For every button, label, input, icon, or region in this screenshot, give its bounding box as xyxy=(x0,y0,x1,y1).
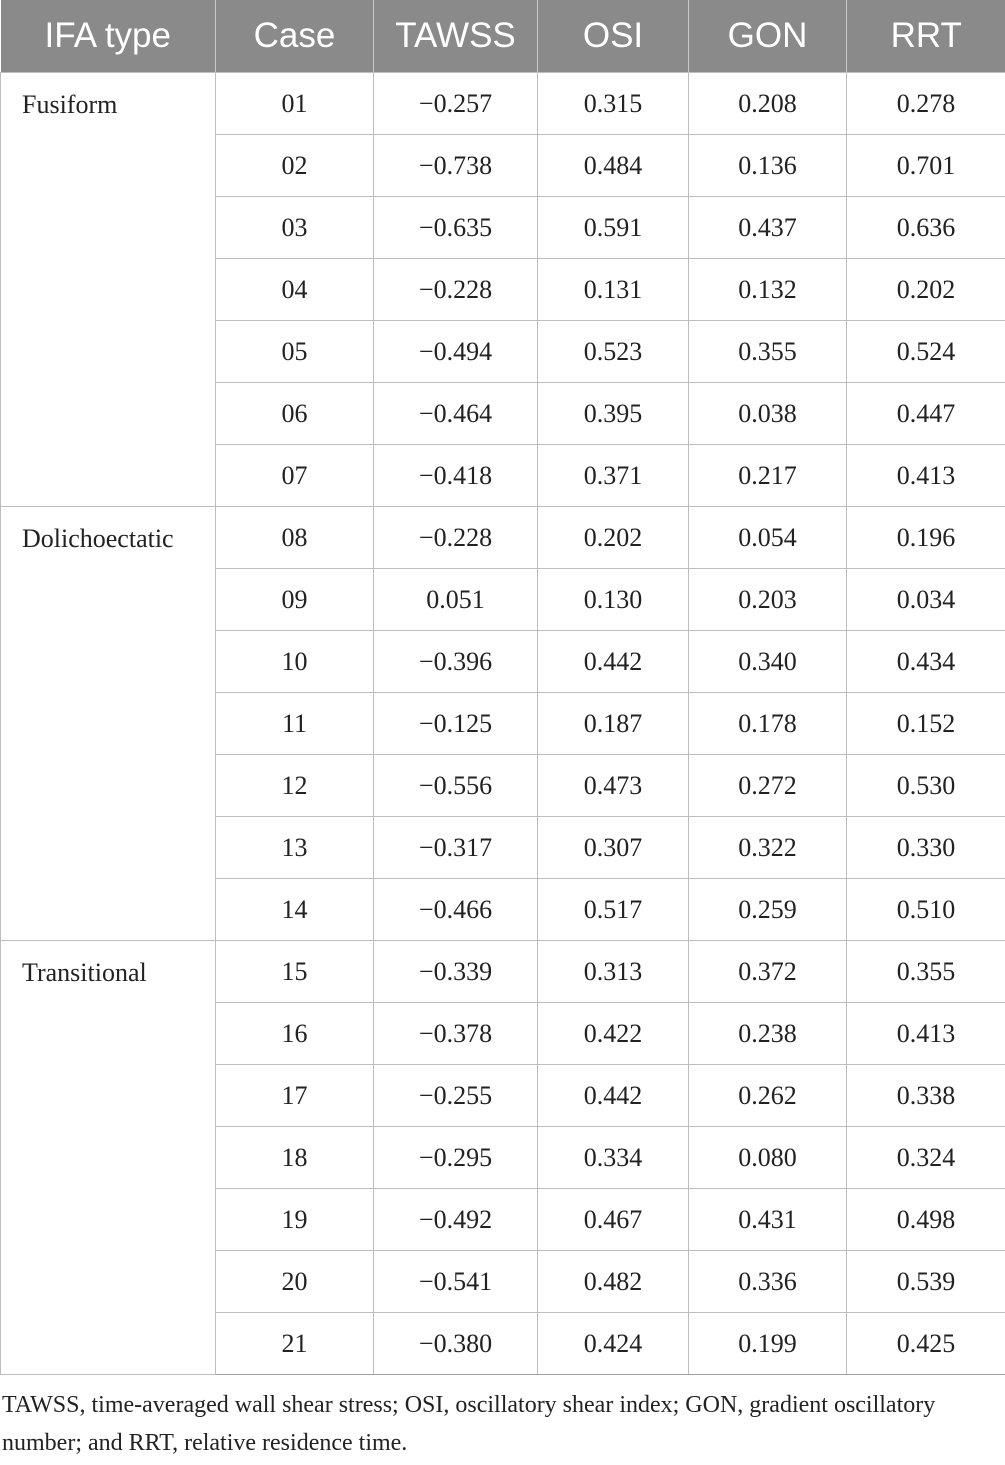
osi-cell: 0.315 xyxy=(538,73,689,135)
gon-cell: 0.259 xyxy=(689,879,847,941)
rrt-cell: 0.636 xyxy=(847,197,1005,259)
gon-cell: 0.431 xyxy=(689,1189,847,1251)
case-cell: 03 xyxy=(216,197,374,259)
header-case: Case xyxy=(216,0,374,73)
tawss-cell: −0.228 xyxy=(374,507,538,569)
gon-cell: 0.340 xyxy=(689,631,847,693)
osi-cell: 0.424 xyxy=(538,1313,689,1375)
osi-cell: 0.422 xyxy=(538,1003,689,1065)
osi-cell: 0.467 xyxy=(538,1189,689,1251)
header-gon: GON xyxy=(689,0,847,73)
header-rrt: RRT xyxy=(847,0,1005,73)
table-row xyxy=(1,507,1005,569)
rrt-cell: 0.425 xyxy=(847,1313,1005,1375)
ifa-type-cell: Dolichoectatic xyxy=(1,507,216,941)
header-tawss: TAWSS xyxy=(374,0,538,73)
gon-cell: 0.132 xyxy=(689,259,847,321)
rrt-cell: 0.152 xyxy=(847,693,1005,755)
table-header xyxy=(1,0,1005,73)
rrt-cell: 0.355 xyxy=(847,941,1005,1003)
case-cell: 08 xyxy=(216,507,374,569)
osi-cell: 0.130 xyxy=(538,569,689,631)
rrt-cell: 0.278 xyxy=(847,73,1005,135)
osi-cell: 0.442 xyxy=(538,631,689,693)
gon-cell: 0.038 xyxy=(689,383,847,445)
rrt-cell: 0.324 xyxy=(847,1127,1005,1189)
osi-cell: 0.334 xyxy=(538,1127,689,1189)
osi-cell: 0.187 xyxy=(538,693,689,755)
tawss-cell: −0.228 xyxy=(374,259,538,321)
table-body xyxy=(1,73,1005,1375)
case-cell: 17 xyxy=(216,1065,374,1127)
tawss-cell: −0.339 xyxy=(374,941,538,1003)
rrt-cell: 0.510 xyxy=(847,879,1005,941)
gon-cell: 0.238 xyxy=(689,1003,847,1065)
rrt-cell: 0.413 xyxy=(847,445,1005,507)
osi-cell: 0.473 xyxy=(538,755,689,817)
case-cell: 10 xyxy=(216,631,374,693)
gon-cell: 0.336 xyxy=(689,1251,847,1313)
osi-cell: 0.313 xyxy=(538,941,689,1003)
rrt-cell: 0.530 xyxy=(847,755,1005,817)
ifa-type-cell: Fusiform xyxy=(1,73,216,507)
tawss-cell: −0.378 xyxy=(374,1003,538,1065)
gon-cell: 0.217 xyxy=(689,445,847,507)
gon-cell: 0.199 xyxy=(689,1313,847,1375)
osi-cell: 0.371 xyxy=(538,445,689,507)
osi-cell: 0.202 xyxy=(538,507,689,569)
tawss-cell: −0.257 xyxy=(374,73,538,135)
header-ifa-type: IFA type xyxy=(1,0,216,73)
tawss-cell: −0.464 xyxy=(374,383,538,445)
gon-cell: 0.080 xyxy=(689,1127,847,1189)
table-row xyxy=(1,941,1005,1003)
case-cell: 05 xyxy=(216,321,374,383)
case-cell: 04 xyxy=(216,259,374,321)
rrt-cell: 0.413 xyxy=(847,1003,1005,1065)
rrt-cell: 0.196 xyxy=(847,507,1005,569)
tawss-cell: −0.738 xyxy=(374,135,538,197)
gon-cell: 0.272 xyxy=(689,755,847,817)
tawss-cell: −0.492 xyxy=(374,1189,538,1251)
rrt-cell: 0.330 xyxy=(847,817,1005,879)
case-cell: 11 xyxy=(216,693,374,755)
gon-cell: 0.178 xyxy=(689,693,847,755)
table-row xyxy=(1,73,1005,135)
tawss-cell: −0.125 xyxy=(374,693,538,755)
tawss-cell: −0.396 xyxy=(374,631,538,693)
rrt-cell: 0.434 xyxy=(847,631,1005,693)
gon-cell: 0.262 xyxy=(689,1065,847,1127)
rrt-cell: 0.498 xyxy=(847,1189,1005,1251)
rrt-cell: 0.338 xyxy=(847,1065,1005,1127)
rrt-cell: 0.447 xyxy=(847,383,1005,445)
gon-cell: 0.372 xyxy=(689,941,847,1003)
rrt-cell: 0.202 xyxy=(847,259,1005,321)
gon-cell: 0.203 xyxy=(689,569,847,631)
header-osi: OSI xyxy=(538,0,689,73)
osi-cell: 0.131 xyxy=(538,259,689,321)
gon-cell: 0.208 xyxy=(689,73,847,135)
case-cell: 21 xyxy=(216,1313,374,1375)
tawss-cell: −0.494 xyxy=(374,321,538,383)
case-cell: 14 xyxy=(216,879,374,941)
tawss-cell: −0.255 xyxy=(374,1065,538,1127)
gon-cell: 0.136 xyxy=(689,135,847,197)
tawss-cell: −0.556 xyxy=(374,755,538,817)
tawss-cell: 0.051 xyxy=(374,569,538,631)
case-cell: 02 xyxy=(216,135,374,197)
case-cell: 18 xyxy=(216,1127,374,1189)
osi-cell: 0.523 xyxy=(538,321,689,383)
tawss-cell: −0.380 xyxy=(374,1313,538,1375)
ifa-type-cell: Transitional xyxy=(1,941,216,1375)
tawss-cell: −0.635 xyxy=(374,197,538,259)
tawss-cell: −0.541 xyxy=(374,1251,538,1313)
osi-cell: 0.307 xyxy=(538,817,689,879)
rrt-cell: 0.034 xyxy=(847,569,1005,631)
header-row xyxy=(1,0,1005,73)
case-cell: 09 xyxy=(216,569,374,631)
case-cell: 01 xyxy=(216,73,374,135)
osi-cell: 0.517 xyxy=(538,879,689,941)
osi-cell: 0.591 xyxy=(538,197,689,259)
case-cell: 13 xyxy=(216,817,374,879)
case-cell: 19 xyxy=(216,1189,374,1251)
tawss-cell: −0.418 xyxy=(374,445,538,507)
case-cell: 20 xyxy=(216,1251,374,1313)
case-cell: 12 xyxy=(216,755,374,817)
osi-cell: 0.482 xyxy=(538,1251,689,1313)
case-cell: 06 xyxy=(216,383,374,445)
tawss-cell: −0.466 xyxy=(374,879,538,941)
gon-cell: 0.437 xyxy=(689,197,847,259)
table-footnote: TAWSS, time-averaged wall shear stress; OSI, oscillatory shear index; GON, gradient oscillatory number; and RRT, relative residence time. xyxy=(2,1392,936,1456)
tawss-cell: −0.295 xyxy=(374,1127,538,1189)
osi-cell: 0.484 xyxy=(538,135,689,197)
osi-cell: 0.442 xyxy=(538,1065,689,1127)
gon-cell: 0.355 xyxy=(689,321,847,383)
case-cell: 15 xyxy=(216,941,374,1003)
rrt-cell: 0.701 xyxy=(847,135,1005,197)
rrt-cell: 0.539 xyxy=(847,1251,1005,1313)
rrt-cell: 0.524 xyxy=(847,321,1005,383)
gon-cell: 0.054 xyxy=(689,507,847,569)
case-cell: 16 xyxy=(216,1003,374,1065)
osi-cell: 0.395 xyxy=(538,383,689,445)
tawss-cell: −0.317 xyxy=(374,817,538,879)
case-cell: 07 xyxy=(216,445,374,507)
gon-cell: 0.322 xyxy=(689,817,847,879)
